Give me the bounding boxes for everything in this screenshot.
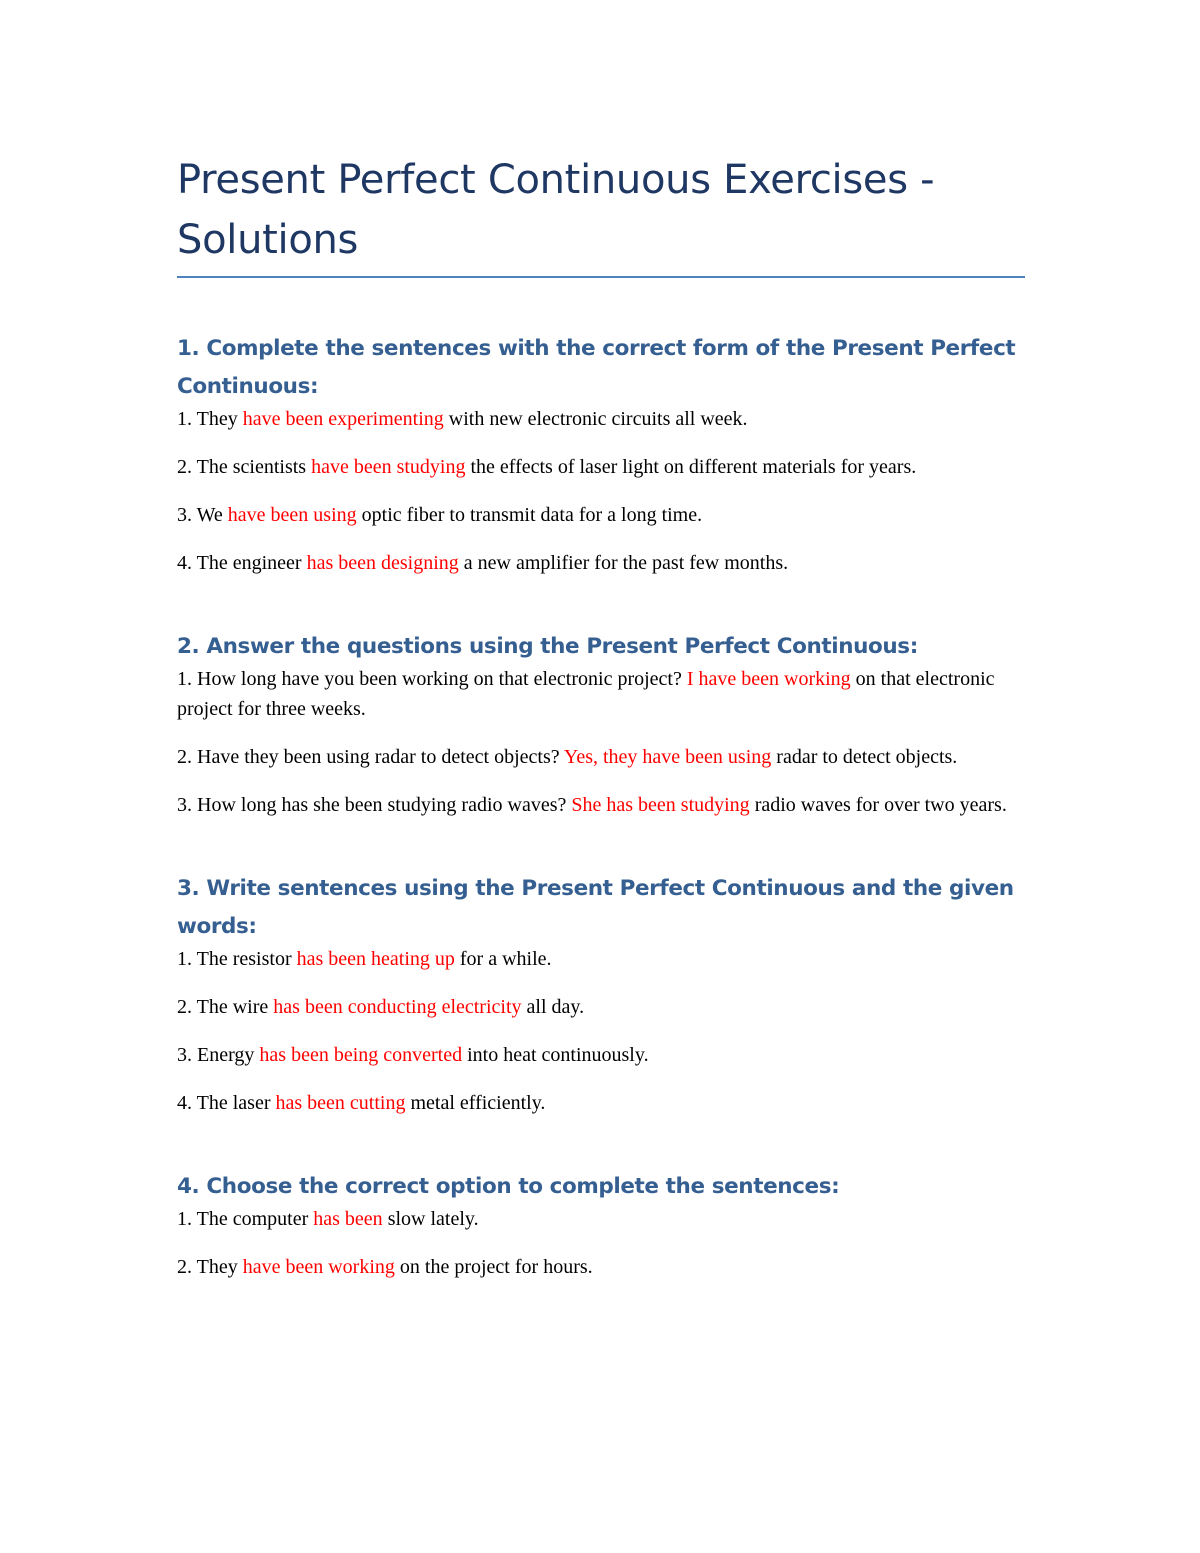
list-item [177,1252,1025,1282]
sentence-end: slow lately. [382,1208,479,1230]
list-item [177,452,1025,482]
sentence-start: 3. We [177,504,228,526]
sentence-start: 3. Energy [177,1044,260,1066]
question-text: 1. How long have you been working on that electronic project? [177,668,687,690]
sentence-end: metal efficiently. [405,1092,546,1114]
sentence-start: 1. They [177,408,243,430]
page-title: Present Perfect Continuous Exercises - Solutions [177,150,1025,278]
section-2 [177,628,1025,820]
answer-text: has been heating up [296,948,455,970]
list-item [177,1088,1025,1118]
sentence-end: for a while. [454,948,552,970]
list-item [177,992,1025,1022]
answer-text: have been studying [311,456,466,478]
list-item [177,790,1025,820]
sentence-start: 2. They [177,1256,243,1278]
section-3 [177,870,1025,1118]
list-item [177,404,1025,434]
question-text: 2. Have they been using radar to detect objects? [177,746,564,768]
answer-text: She has been studying [571,794,750,816]
document-page [177,150,1025,1282]
answer-text: has been cutting [275,1092,406,1114]
section-heading: 1. Complete the sentences with the correct form of the Present Perfect Continuous: [177,336,1016,399]
answer-text: have been using [227,504,357,526]
section-1 [177,330,1025,578]
list-item [177,1204,1025,1234]
sentence-start: 2. The scientists [177,456,312,478]
answer-text: has been being converted [259,1044,463,1066]
sentence-start: 4. The laser [177,1092,276,1114]
sentence-end: on the project for hours. [394,1256,593,1278]
section-4 [177,1168,1025,1282]
sentence-end: into heat continuously. [462,1044,649,1066]
sentence-end: the effects of laser light on different materials for years. [465,456,917,478]
answer-text: has been conducting electricity [273,996,522,1018]
sentence-start: 1. The resistor [177,948,297,970]
answer-text: has been [313,1208,383,1230]
sentence-end: with new electronic circuits all week. [443,408,748,430]
answer-text: have been working [242,1256,395,1278]
list-item [177,742,1025,772]
list-item [177,1040,1025,1070]
sentence-start: 2. The wire [177,996,274,1018]
list-item [177,944,1025,974]
section-heading: 4. Choose the correct option to complete the sentences: [177,1174,840,1199]
section-heading: 3. Write sentences using the Present Perfect Continuous and the given words: [177,876,1014,939]
sentence-end: radio waves for over two years. [749,794,1007,816]
answer-text: have been experimenting [242,408,444,430]
sentence-end: on that electronic project for three weeks. [177,668,995,720]
sentence-end: optic fiber to transmit data for a long time. [356,504,703,526]
answer-text: has been designing [306,552,459,574]
sentence-start: 4. The engineer [177,552,307,574]
list-item [177,500,1025,530]
answer-text: Yes, they have been using [563,746,772,768]
list-item [177,664,1025,724]
sentence-end: a new amplifier for the past few months. [458,552,789,574]
section-heading: 2. Answer the questions using the Present Perfect Continuous: [177,634,918,659]
sentence-end: all day. [521,996,585,1018]
list-item [177,548,1025,578]
question-text: 3. How long has she been studying radio waves? [177,794,572,816]
sentence-start: 1. The computer [177,1208,314,1230]
answer-text: I have been working [686,668,851,690]
sentence-end: radar to detect objects. [771,746,958,768]
